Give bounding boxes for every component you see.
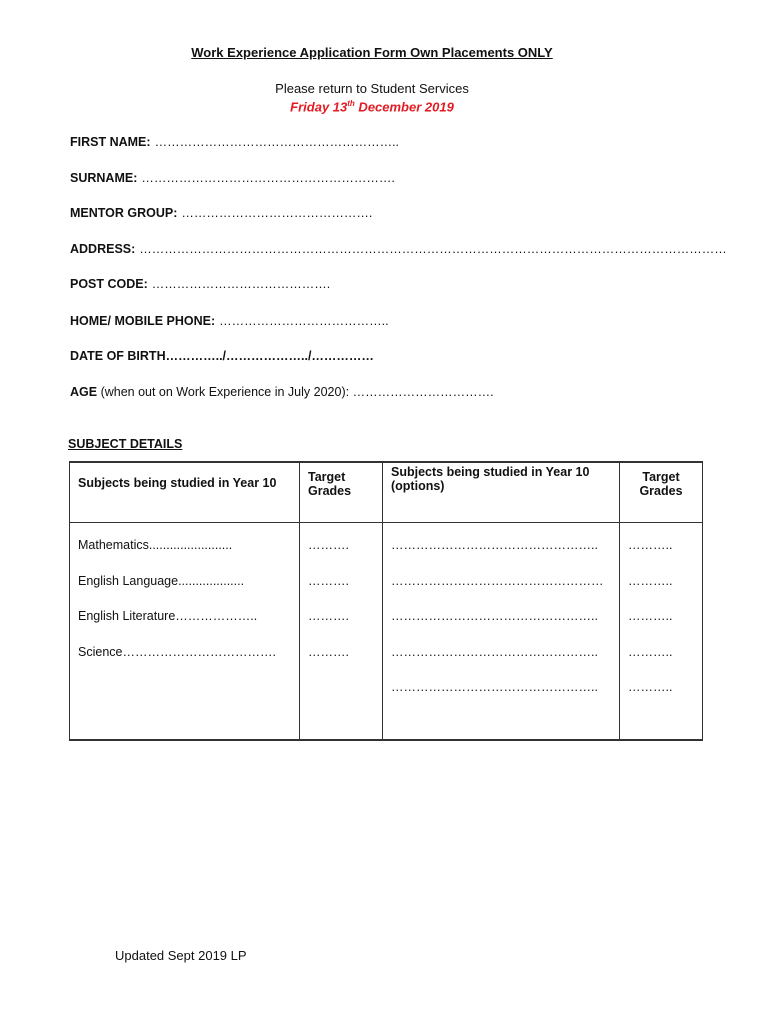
first-name-blank[interactable]: …………………………………………………..: [154, 135, 400, 149]
mentor-group-blank[interactable]: ……………………………………….: [181, 206, 373, 220]
subject-details-heading: SUBJECT DETAILS: [68, 437, 183, 451]
age-blank[interactable]: …………………………….: [352, 385, 494, 399]
core-target-blank[interactable]: ……….: [308, 609, 349, 623]
core-targets-column: [300, 523, 383, 741]
subjects-table-body: [70, 523, 703, 741]
option-target-blank[interactable]: ………..: [628, 538, 673, 552]
header-target-grades-1: Target Grades: [300, 462, 383, 523]
phone-field[interactable]: [70, 314, 389, 328]
core-subject-item[interactable]: Mathematics........................: [78, 538, 233, 552]
age-note: (when out on Work Experience in July 2020):: [97, 385, 353, 399]
deadline-date: [0, 99, 744, 114]
return-instructions: Please return to Student Services: [275, 81, 469, 96]
option-subject-blank[interactable]: …………………………………………..: [391, 609, 598, 623]
option-target-blank[interactable]: ………..: [628, 609, 673, 623]
post-code-blank[interactable]: …………………………………….: [151, 277, 331, 291]
address-blank[interactable]: ……………………………………………………………………………………………………………………………: [139, 242, 727, 256]
footer-note: Updated Sept 2019 LP: [115, 948, 247, 963]
surname-blank[interactable]: …………………………………………………….: [141, 171, 395, 185]
first-name-field[interactable]: [70, 135, 399, 149]
mentor-group-field[interactable]: [70, 206, 372, 220]
address-label: ADDRESS:: [70, 242, 136, 256]
option-targets-column: [620, 523, 703, 741]
address-field[interactable]: [70, 242, 727, 256]
phone-blank[interactable]: …………………………………..: [219, 314, 389, 328]
subjects-table-header: [70, 462, 703, 523]
core-target-blank[interactable]: ……….: [308, 538, 349, 552]
core-subject-item[interactable]: English Literature………………..: [78, 609, 258, 623]
option-subject-blank[interactable]: ……………………………………………: [391, 573, 604, 588]
option-subject-blank[interactable]: …………………………………………..: [391, 680, 598, 694]
core-subject-item[interactable]: English Language...................: [78, 573, 245, 588]
option-subject-blank[interactable]: …………………………………………..: [391, 644, 598, 659]
core-target-blank[interactable]: ……….: [308, 573, 349, 588]
option-subject-blank[interactable]: …………………………………………..: [391, 538, 598, 552]
core-subjects-column: [70, 523, 300, 741]
age-field[interactable]: [70, 385, 494, 399]
date-of-birth-label: DATE OF BIRTH: [70, 349, 166, 363]
page-title: Work Experience Application Form Own Placements ONLY: [191, 45, 553, 60]
date-of-birth-field[interactable]: [70, 349, 374, 363]
post-code-field[interactable]: [70, 277, 330, 291]
date-of-birth-blank[interactable]: …………../………………../……………: [165, 349, 374, 363]
core-subject-item[interactable]: Science……………………………….: [78, 644, 276, 659]
post-code-label: POST CODE:: [70, 277, 148, 291]
header-target-grades-2: Target Grades: [620, 462, 703, 523]
header-option-subjects: Subjects being studied in Year 10 (options): [383, 462, 620, 523]
age-label: AGE: [70, 385, 98, 399]
first-name-label: FIRST NAME:: [70, 135, 151, 149]
deadline-suffix: December 2019: [354, 99, 454, 115]
option-target-blank[interactable]: ………..: [628, 644, 673, 659]
option-target-blank[interactable]: ………..: [628, 573, 673, 588]
header-core-subjects: Subjects being studied in Year 10: [70, 462, 300, 523]
deadline-ordinal: th: [347, 99, 355, 108]
mentor-group-label: MENTOR GROUP:: [70, 206, 178, 220]
option-subjects-column: [383, 523, 620, 741]
option-target-blank[interactable]: ………..: [628, 680, 673, 694]
phone-label: HOME/ MOBILE PHONE:: [70, 314, 216, 328]
surname-field[interactable]: [70, 171, 395, 185]
surname-label: SURNAME:: [70, 171, 138, 185]
deadline-prefix: Friday 13: [290, 99, 348, 115]
subjects-table: [69, 461, 703, 741]
core-target-blank[interactable]: ……….: [308, 644, 349, 659]
